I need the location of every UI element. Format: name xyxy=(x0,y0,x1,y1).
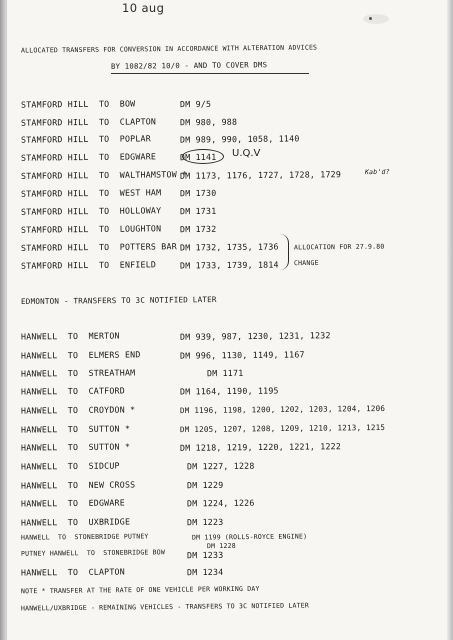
heading-underline xyxy=(111,73,309,74)
circled-entry xyxy=(179,149,224,164)
hanwell-row-from: HANWELL xyxy=(20,405,58,416)
marginal-mark: U.Q.V xyxy=(232,148,261,159)
hanwell-row-vehicles: DM 1171 xyxy=(206,367,244,379)
hanwell-row-vehicles: DM 1234 xyxy=(186,566,224,578)
edmonton-line: EDMONTON - TRANSFERS TO 3C NOTIFIED LATER xyxy=(20,294,217,307)
stamford-row-vehicles: DM 980, 988 xyxy=(179,116,238,128)
hanwell-row-from: HANWELL xyxy=(20,461,58,472)
hanwell-row-vehicles: DM 1229 xyxy=(186,479,224,491)
stamford-row-to: EDGWARE xyxy=(119,151,157,162)
hanwell-row-vehicles: DM 1196, 1198, 1200, 1202, 1203, 1204, 1206 xyxy=(179,403,386,416)
hanwell-row-to: UXBRIDGE xyxy=(88,516,131,527)
scan-edge-right xyxy=(447,0,453,640)
scan-speck xyxy=(369,17,372,20)
hanwell-row-to: SIDCUP xyxy=(88,460,120,471)
hanwell-row-vehicles: DM 1205, 1207, 1208, 1209, 1210, 1213, 1215 xyxy=(179,422,386,435)
hanwell-row-from: PUTNEY HANWELL xyxy=(20,549,79,558)
stamford-row-vehicles: DM 1173, 1176, 1727, 1728, 1729 xyxy=(179,169,342,181)
stamford-row-from: STAMFORD HILL xyxy=(20,152,89,163)
stamford-row-vehicles: DM 1730 xyxy=(179,187,217,199)
stamford-row-from: STAMFORD HILL xyxy=(20,117,89,128)
stamford-row-to: POTTERS BAR xyxy=(119,241,177,252)
hanwell-row-from: HANWELL xyxy=(20,368,58,379)
stamford-row-vehicles: DM 1733, 1739, 1814 xyxy=(179,259,279,271)
hanwell-row-from: HANWELL xyxy=(20,350,58,361)
stamford-row-from: STAMFORD HILL xyxy=(20,170,89,181)
stamford-row-to: CLAPTON xyxy=(119,116,157,127)
stamford-row-from: STAMFORD HILL xyxy=(20,133,89,145)
stamford-row-to: ENFIELD xyxy=(119,259,157,270)
document-page: 10 aug ALLOCATED TRANSFERS FOR CONVERSION IN ACCORDANCE WITH ALTERATION ADVICES BY 1082/82 10/0 - AND TO COVER DMS STAMFORD HILL TO BOW DM 9/5 STAMFORD HILL TO CLAPTON DM 980, 988 STAMFORD HILL TO POPLAR DM 989, 990, 1058, 1140 STAMFORD HILL TO EDGWARE DM 1141 U.Q.V STAMFORD HILL TO WALTHAMSTOW * DM 1173, 1176, 1727, 1728, 1729 Kab'd? STAMFORD HILL TO WEST HAM DM 1730 STAMFORD HILL TO HOLLOWAY DM 1731 STAMFORD HILL TO LOUGHTON DM 1732 STAMFORD HILL TO POTTERS BAR DM 1732, 1735, 1736 STAMFORD HILL TO ENFIELD DM 1733, 1739, 1814 ALLOCATION FOR 27.9.80 CHANGE EDMONTON - TRANSFERS TO 3C NOTIFIED LATER HANWELL TO MERTON DM 939, 987, 1230, 1231, 1232 HANWELL TO ELMERS END DM 996, 1130, 1149, 1167 HANWELL TO STREATHAM DM 1171 HANWELL TO CATFORD DM 1164, 1190, 1195 HANWELL TO CROYDON * DM 1196, 1198, 1200, 1202, 1203, 1204, 1206 HANWELL TO SUTTON * DM 1205, 1207, 1208, 1209, 1210, 1213, 1215 HANWELL TO SUTTON * DM 1218, 1219, 1220, 1221, 1222 HANWELL TO SIDCUP DM 1227, 1228 HANWELL TO NEW CROSS DM 1229 HANWELL TO EDGWARE DM 1224, 1226 HANWELL TO UXBRIDGE DM 1223 HANWELL TO STONEBRIDGE PUTNEY DM 1199 (ROLLS-ROYCE ENGINE) DM 1228 PUTNEY HANWELL TO STONEBRIDGE BOW DM 1233 HANWELL TO CLAPTON DM 1234 NOTE * TRANSFER AT THE RATE OF ONE VEHICLE PER WORKING DAY HANWELL/UXBRIDGE - REMAINING VEHICLES - TRANSFERS TO 3C NOTIFIED LATER xyxy=(6,0,449,640)
hanwell-row-to: SUTTON * xyxy=(88,441,131,452)
stamford-row-vehicles: DM 1731 xyxy=(179,205,217,217)
hanwell-row-vehicles: DM 1223 xyxy=(186,516,224,528)
hanwell-row-vehicles: DM 996, 1130, 1149, 1167 xyxy=(179,349,305,361)
stamford-row-to: WALTHAMSTOW * xyxy=(119,169,188,180)
hanwell-row-to: STONEBRIDGE BOW xyxy=(103,548,166,557)
allocation-brace xyxy=(280,234,289,270)
hanwell-row-from: HANWELL xyxy=(20,386,58,397)
hanwell-row-vehicles: DM 939, 987, 1230, 1231, 1232 xyxy=(179,330,331,342)
stamford-row-to: HOLLOWAY xyxy=(119,205,162,216)
stamford-row-from: STAMFORD HILL xyxy=(20,242,89,253)
hanwell-row-vehicles: DM 1218, 1219, 1220, 1221, 1222 xyxy=(179,441,342,453)
hanwell-row-from: HANWELL xyxy=(20,424,58,435)
stamford-row-from: STAMFORD HILL xyxy=(20,98,89,110)
hanwell-row-to: NEW CROSS xyxy=(88,479,136,490)
scan-smudge xyxy=(363,14,389,24)
hanwell-row-to: ELMERS END xyxy=(88,349,141,360)
hanwell-row-from: HANWELL xyxy=(20,498,58,509)
stamford-row-vehicles: DM 1141 xyxy=(179,151,217,163)
stamford-row-from: STAMFORD HILL xyxy=(20,224,89,235)
hanwell-row-from: HANWELL xyxy=(20,331,58,342)
hanwell-row-vehicles: DM 1233 xyxy=(186,549,224,561)
allocation-note-line-2: CHANGE xyxy=(293,258,319,268)
hanwell-row-to: MERTON xyxy=(88,330,120,341)
footnote: NOTE * TRANSFER AT THE RATE OF ONE VEHICLE PER WORKING DAY xyxy=(20,584,260,596)
hanwell-row-to: STONEBRIDGE PUTNEY xyxy=(74,532,149,542)
allocation-note-line-1: ALLOCATION FOR 27.9.80 xyxy=(293,242,385,252)
stamford-row-vehicles: DM 9/5 xyxy=(179,98,212,110)
stamford-row-vehicles: DM 1732 xyxy=(179,223,217,235)
hanwell-row-vehicles: DM 1164, 1190, 1195 xyxy=(179,385,279,397)
hanwell-row-to: EDGWARE xyxy=(88,497,125,508)
hanwell-row-from: HANWELL xyxy=(20,442,58,453)
stamford-row-vehicles: DM 1732, 1735, 1736 xyxy=(179,241,279,253)
hanwell-row-vehicles: DM 1199 (ROLLS-ROYCE ENGINE) xyxy=(191,532,308,542)
date-note: 10 aug xyxy=(122,1,165,15)
hanwell-row-to: CROYDON * xyxy=(88,404,136,415)
dm-extra: DM 1228 xyxy=(206,541,236,551)
hanwell-row-vehicles: DM 1224, 1226 xyxy=(186,497,255,509)
stamford-row-to: WEST HAM xyxy=(119,187,162,198)
hanwell-row-from: HANWELL xyxy=(20,480,58,491)
stamford-row-to: POPLAR xyxy=(119,133,151,144)
heading-line-1: ALLOCATED TRANSFERS FOR CONVERSION IN ACCORDANCE WITH ALTERATION ADVICES xyxy=(20,43,318,55)
hanwell-row-to: CLAPTON xyxy=(88,566,125,577)
stamford-row-to: LOUGHTON xyxy=(119,223,162,234)
side-note: Kab'd? xyxy=(364,167,390,177)
stamford-row-vehicles: DM 989, 990, 1058, 1140 xyxy=(179,133,300,145)
hanwell-row-from: HANWELL xyxy=(20,533,50,542)
last-line: HANWELL/UXBRIDGE - REMAINING VEHICLES - TRANSFERS TO 3C NOTIFIED LATER xyxy=(20,601,309,613)
stamford-row-from: STAMFORD HILL xyxy=(20,206,89,217)
heading-line-2: BY 1082/82 10/0 - AND TO COVER DMS xyxy=(110,60,268,71)
stamford-row-from: STAMFORD HILL xyxy=(20,188,89,199)
stamford-row-from: STAMFORD HILL xyxy=(20,260,89,271)
hanwell-row-from: HANWELL xyxy=(20,517,58,528)
hanwell-row-to: STREATHAM xyxy=(88,367,136,378)
hanwell-row-from: HANWELL xyxy=(20,567,58,578)
hanwell-row-to: SUTTON * xyxy=(88,423,131,434)
stamford-row-to: BOW xyxy=(119,98,136,109)
hanwell-row-to: CATFORD xyxy=(88,385,125,396)
hanwell-row-vehicles: DM 1227, 1228 xyxy=(186,460,255,472)
